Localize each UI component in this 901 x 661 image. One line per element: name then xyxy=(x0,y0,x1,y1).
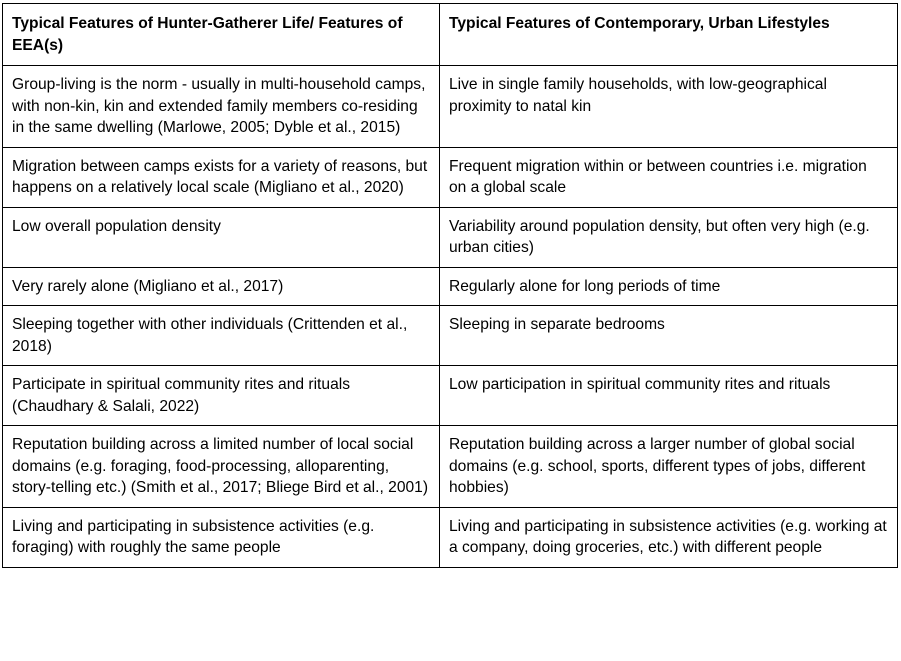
table-row xyxy=(3,507,898,567)
cell-hunter-gatherer: Sleeping together with other individuals (Crittenden et al., 2018) xyxy=(3,306,440,366)
cell-hunter-gatherer: Low overall population density xyxy=(3,207,440,267)
cell-contemporary: Regularly alone for long periods of time xyxy=(440,267,898,306)
cell-contemporary: Live in single family households, with low-geographical proximity to natal kin xyxy=(440,66,898,148)
comparison-table xyxy=(2,3,898,568)
table-row xyxy=(3,147,898,207)
cell-hunter-gatherer: Reputation building across a limited number of local social domains (e.g. foraging, food-processing, alloparenting, story-telling etc.) (Smith et al., 2017; Bliege Bird et al., 2001) xyxy=(3,426,440,508)
table-body xyxy=(3,66,898,568)
table-row xyxy=(3,306,898,366)
table-row xyxy=(3,426,898,508)
header-row xyxy=(3,4,898,66)
header-contemporary-urban: Typical Features of Contemporary, Urban Lifestyles xyxy=(440,4,898,66)
cell-hunter-gatherer: Migration between camps exists for a variety of reasons, but happens on a relatively local scale (Migliano et al., 2020) xyxy=(3,147,440,207)
table-header xyxy=(3,4,898,66)
table-row xyxy=(3,207,898,267)
table-row xyxy=(3,366,898,426)
header-hunter-gatherer: Typical Features of Hunter-Gatherer Life/ Features of EEA(s) xyxy=(3,4,440,66)
cell-contemporary: Low participation in spiritual community rites and rituals xyxy=(440,366,898,426)
cell-contemporary: Living and participating in subsistence activities (e.g. working at a company, doing groceries, etc.) with different people xyxy=(440,507,898,567)
table-row xyxy=(3,267,898,306)
cell-contemporary: Reputation building across a larger number of global social domains (e.g. school, sports, different types of jobs, different hobbies) xyxy=(440,426,898,508)
table-row xyxy=(3,66,898,148)
cell-hunter-gatherer: Very rarely alone (Migliano et al., 2017) xyxy=(3,267,440,306)
cell-hunter-gatherer: Participate in spiritual community rites and rituals (Chaudhary & Salali, 2022) xyxy=(3,366,440,426)
cell-hunter-gatherer: Living and participating in subsistence activities (e.g. foraging) with roughly the same people xyxy=(3,507,440,567)
cell-contemporary: Variability around population density, but often very high (e.g. urban cities) xyxy=(440,207,898,267)
cell-contemporary: Frequent migration within or between countries i.e. migration on a global scale xyxy=(440,147,898,207)
cell-contemporary: Sleeping in separate bedrooms xyxy=(440,306,898,366)
cell-hunter-gatherer: Group-living is the norm - usually in multi-household camps, with non-kin, kin and extended family members co-residing in the same dwelling (Marlowe, 2005; Dyble et al., 2015) xyxy=(3,66,440,148)
